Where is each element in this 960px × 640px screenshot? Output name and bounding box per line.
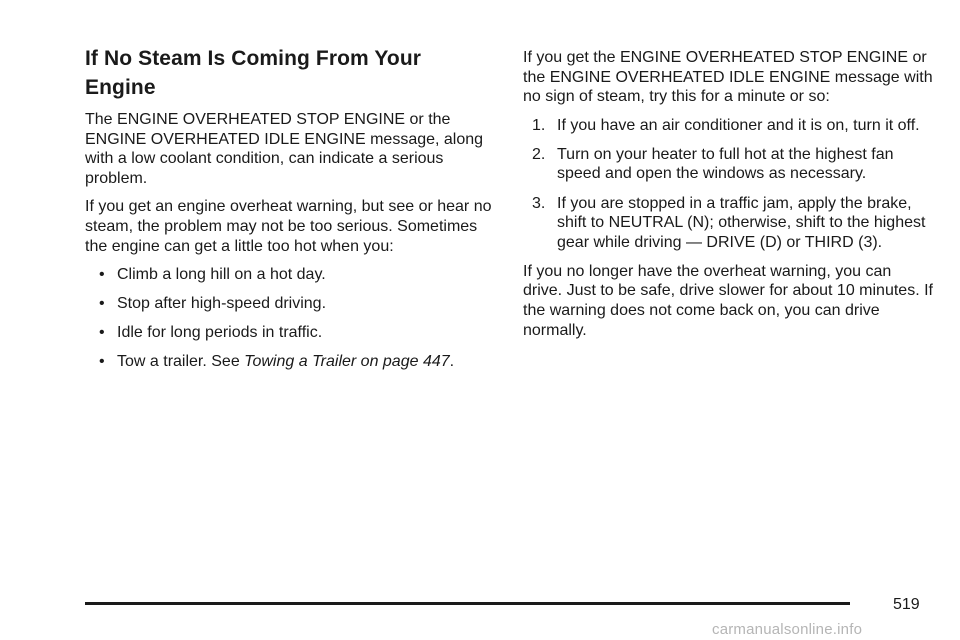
paragraph-overheat-warning: If you get an engine overheat warning, but see or hear no steam, the problem may not be too serious. Sometimes the engine can get a little too hot when you: (85, 198, 492, 255)
list-item (85, 265, 495, 285)
paragraph-no-steam-intro: If you get the ENGINE OVERHEATED STOP ENGINE or the ENGINE OVERHEATED IDLE ENGINE message with no sign of steam, try this for a minute or so: (523, 49, 933, 106)
watermark: carmanualsonline.info (712, 621, 863, 638)
list-item-text: Climb a long hill on a hot day. (117, 266, 326, 284)
bullet-icon: • (99, 266, 105, 284)
list-item (85, 323, 495, 343)
step-number: 1. (532, 116, 546, 134)
right-column (523, 48, 933, 349)
list-item-text: Tow a trailer. See (117, 353, 245, 371)
step-item (523, 116, 933, 136)
bullet-icon: • (99, 295, 105, 313)
list-item (85, 352, 495, 372)
paragraph-intro: The ENGINE OVERHEATED STOP ENGINE or the ENGINE OVERHEATED IDLE ENGINE message, along with a low coolant condition, can indicate a serious problem. (85, 111, 484, 187)
list-item-text: Idle for long periods in traffic. (117, 324, 323, 342)
paragraph-closing: If you no longer have the overheat warning, you can drive. Just to be safe, drive slower for about 10 minutes. If the warning does not come back on, you can drive normally. (523, 262, 933, 339)
bullet-list (85, 265, 495, 372)
list-item-text: Stop after high-speed driving. (117, 295, 327, 313)
page-number: 519 (893, 596, 920, 613)
list-item-period: . (449, 353, 455, 371)
bullet-icon: • (99, 324, 105, 342)
list-item (85, 294, 495, 314)
section-heading: If No Steam Is Coming From Your Engine (85, 47, 422, 99)
step-number: 3. (532, 194, 546, 212)
step-item (523, 194, 933, 253)
step-text: Turn on your heater to full hot at the highest fan speed and open the windows as necessary. (557, 145, 894, 183)
step-text: If you have an air conditioner and it is on, turn it off. (557, 116, 920, 134)
bullet-icon: • (99, 353, 105, 371)
numbered-steps (523, 116, 933, 253)
step-number: 2. (532, 145, 546, 163)
cross-reference-link[interactable]: Towing a Trailer on page 447 (244, 353, 450, 371)
left-column (85, 44, 495, 382)
footer-rule (85, 602, 850, 605)
step-text: If you are stopped in a traffic jam, apply the brake, shift to NEUTRAL (N); otherwise, shift to the highest gear while driving — DRIVE (D) or THIRD (3). (557, 194, 926, 251)
step-item (523, 145, 933, 184)
